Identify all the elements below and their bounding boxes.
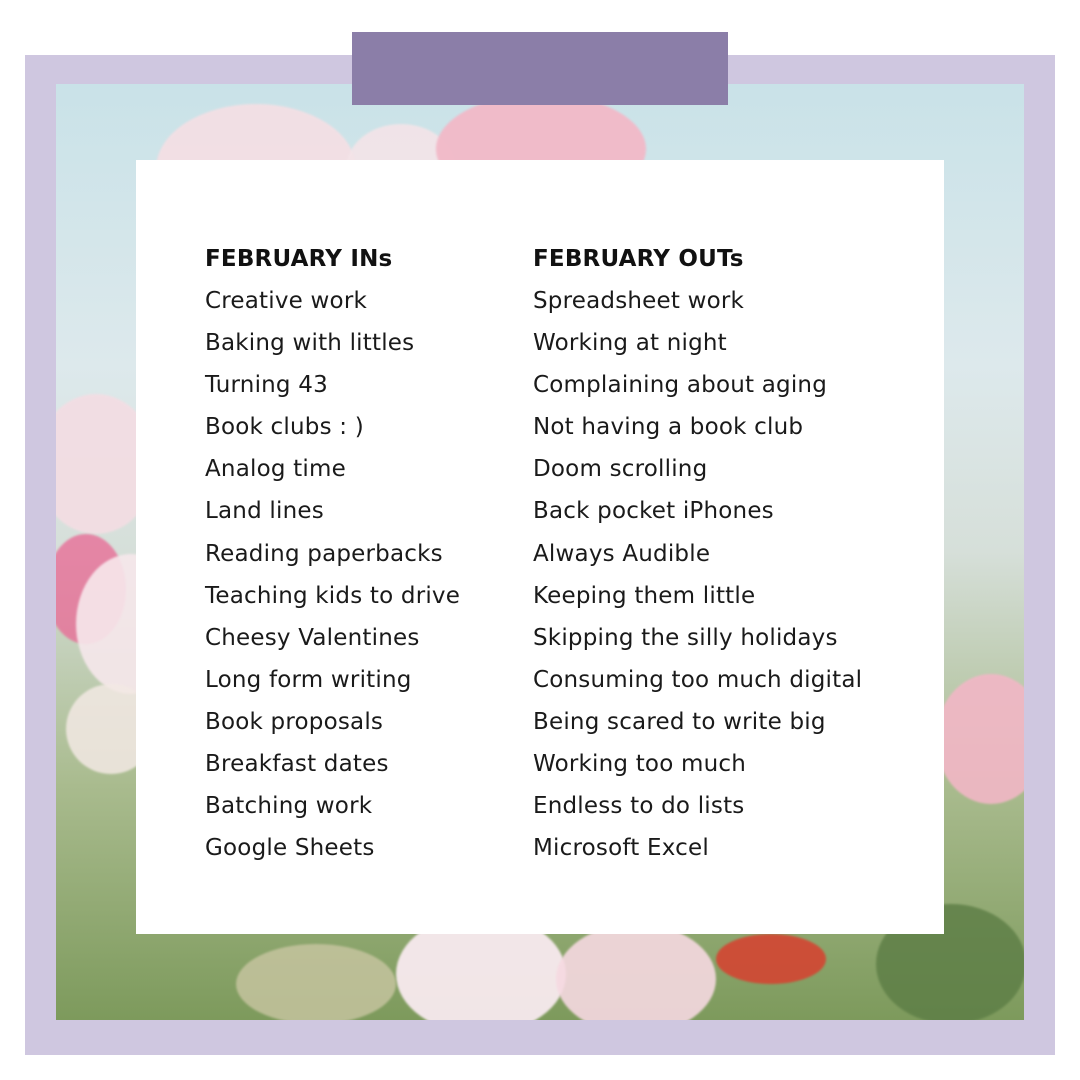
ins-heading: FEBRUARY INs (205, 246, 393, 272)
list-item: Always Audible (533, 540, 711, 567)
list-item: Analog time (205, 456, 346, 483)
outs-heading: FEBRUARY OUTs (533, 246, 744, 272)
list-item: Baking with littles (205, 330, 415, 357)
list-item: Land lines (205, 498, 324, 525)
list-item: Complaining about aging (533, 372, 827, 399)
list-item: Keeping them little (533, 582, 756, 609)
list-item: Doom scrolling (533, 456, 708, 483)
list-item: Working too much (533, 751, 746, 778)
list-item: Cheesy Valentines (205, 624, 420, 651)
list-item: Teaching kids to drive (205, 582, 461, 609)
list-item: Consuming too much digital (533, 666, 863, 693)
list-item: Book clubs : ) (205, 414, 364, 441)
list-item: Endless to do lists (533, 793, 745, 820)
list-item: Google Sheets (205, 835, 375, 862)
list-item: Long form writing (205, 666, 412, 693)
list-item: Reading paperbacks (205, 540, 443, 567)
list-item: Skipping the silly holidays (533, 624, 838, 651)
list-item: Being scared to write big (533, 708, 826, 735)
list-item: Book proposals (205, 708, 384, 735)
outs-column (533, 238, 862, 869)
list-item: Breakfast dates (205, 751, 389, 778)
list-item: Spreadsheet work (533, 288, 745, 314)
list-item: Back pocket iPhones (533, 498, 774, 525)
list-item: Turning 43 (205, 372, 328, 399)
list-item: Batching work (205, 793, 373, 820)
list-item: Creative work (205, 288, 367, 314)
header-tag (352, 32, 728, 105)
list-item: Working at night (533, 330, 727, 357)
list-item: Microsoft Excel (533, 835, 709, 862)
list-item: Not having a book club (533, 414, 804, 441)
ins-column (205, 238, 460, 869)
